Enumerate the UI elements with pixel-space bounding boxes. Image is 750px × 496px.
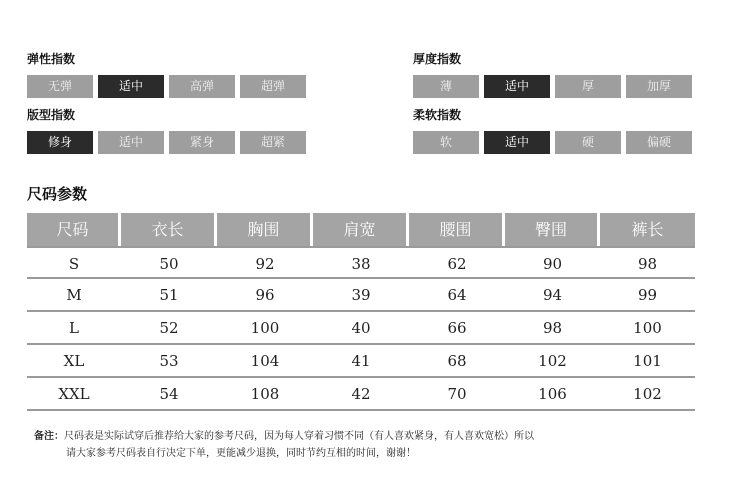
fit-index-title: 版型指数 bbox=[27, 108, 76, 122]
header-pants-length: 裤长 bbox=[600, 213, 695, 246]
table-row bbox=[27, 345, 695, 378]
table-row bbox=[27, 378, 695, 411]
elasticity-options bbox=[27, 75, 311, 98]
table-cell: 94 bbox=[542, 286, 563, 304]
note-label: 备注： bbox=[34, 431, 64, 442]
size-label-cell: XXL bbox=[58, 385, 90, 403]
table-row bbox=[27, 279, 695, 312]
softness-options bbox=[413, 131, 697, 154]
header-chest: 胸围 bbox=[217, 213, 313, 246]
table-cell: 52 bbox=[159, 319, 179, 337]
table-cell: 39 bbox=[351, 286, 371, 304]
thickness-option-0: 薄 bbox=[413, 75, 479, 98]
size-label-cell: XL bbox=[63, 352, 85, 370]
table-cell: 42 bbox=[351, 385, 371, 403]
fit-option-2: 紧身 bbox=[169, 131, 235, 154]
table-cell: 96 bbox=[255, 286, 275, 304]
table-cell: 66 bbox=[447, 319, 467, 337]
fit-options bbox=[27, 131, 311, 154]
table-cell: 98 bbox=[542, 319, 563, 337]
table-cell: 40 bbox=[351, 319, 371, 337]
softness-option-2: 硬 bbox=[555, 131, 621, 154]
size-table bbox=[27, 213, 695, 411]
table-cell: 54 bbox=[159, 385, 179, 403]
fit-option-3: 超紧 bbox=[240, 131, 306, 154]
table-cell: 68 bbox=[447, 352, 467, 370]
table-cell: 70 bbox=[447, 385, 467, 403]
table-cell: 51 bbox=[159, 286, 179, 304]
size-label-cell: L bbox=[69, 319, 79, 337]
softness-option-0: 软 bbox=[413, 131, 479, 154]
table-cell: 98 bbox=[637, 255, 658, 273]
header-length: 衣长 bbox=[121, 213, 217, 246]
table-cell: 99 bbox=[637, 286, 658, 304]
table-cell: 104 bbox=[250, 352, 280, 370]
header-size: 尺码 bbox=[27, 213, 121, 246]
thickness-option-2: 厚 bbox=[555, 75, 621, 98]
elasticity-index-title: 弹性指数 bbox=[27, 52, 76, 66]
size-table-body bbox=[27, 246, 695, 411]
table-cell: 101 bbox=[633, 352, 662, 370]
softness-index-title: 柔软指数 bbox=[413, 108, 462, 122]
elasticity-option-2: 高弹 bbox=[169, 75, 235, 98]
table-cell: 64 bbox=[447, 286, 467, 304]
table-cell: 41 bbox=[351, 352, 371, 370]
softness-option-3: 偏硬 bbox=[626, 131, 692, 154]
note-line-2: 请大家参考尺码表自行决定下单，更能减少退换，同时节约互相的时间，谢谢！ bbox=[66, 448, 416, 459]
size-section-title: 尺码参数 bbox=[27, 185, 88, 203]
table-cell: 102 bbox=[538, 352, 567, 370]
table-cell: 100 bbox=[250, 319, 280, 337]
table-cell: 100 bbox=[633, 319, 662, 337]
header-waist: 腰围 bbox=[409, 213, 505, 246]
table-cell: 62 bbox=[447, 255, 467, 273]
table-cell: 102 bbox=[633, 385, 662, 403]
table-row bbox=[27, 312, 695, 345]
elasticity-option-3: 超弹 bbox=[240, 75, 306, 98]
table-cell: 50 bbox=[159, 255, 179, 273]
thickness-options bbox=[413, 75, 697, 98]
size-note bbox=[34, 428, 534, 462]
thickness-option-3: 加厚 bbox=[626, 75, 692, 98]
fit-option-0: 修身 bbox=[27, 131, 93, 154]
elasticity-option-1: 适中 bbox=[98, 75, 164, 98]
table-cell: 106 bbox=[538, 385, 567, 403]
table-cell: 38 bbox=[351, 255, 371, 273]
table-cell: 92 bbox=[255, 255, 275, 273]
thickness-option-1: 适中 bbox=[484, 75, 550, 98]
table-row bbox=[27, 246, 695, 279]
size-table-header bbox=[27, 213, 695, 246]
table-cell: 90 bbox=[542, 255, 563, 273]
thickness-index-title: 厚度指数 bbox=[413, 52, 462, 66]
elasticity-option-0: 无弹 bbox=[27, 75, 93, 98]
header-shoulder: 肩宽 bbox=[313, 213, 409, 246]
size-label-cell: S bbox=[68, 255, 80, 273]
size-label-cell: M bbox=[66, 286, 82, 304]
softness-option-1: 适中 bbox=[484, 131, 550, 154]
header-hip: 臀围 bbox=[505, 213, 600, 246]
note-line-1: 尺码表是实际试穿后推荐给大家的参考尺码，因为每人穿着习惯不同（有人喜欢紧身，有人喜欢宽松）所以 bbox=[64, 431, 534, 442]
fit-option-1: 适中 bbox=[98, 131, 164, 154]
table-cell: 53 bbox=[159, 352, 179, 370]
table-cell: 108 bbox=[250, 385, 280, 403]
